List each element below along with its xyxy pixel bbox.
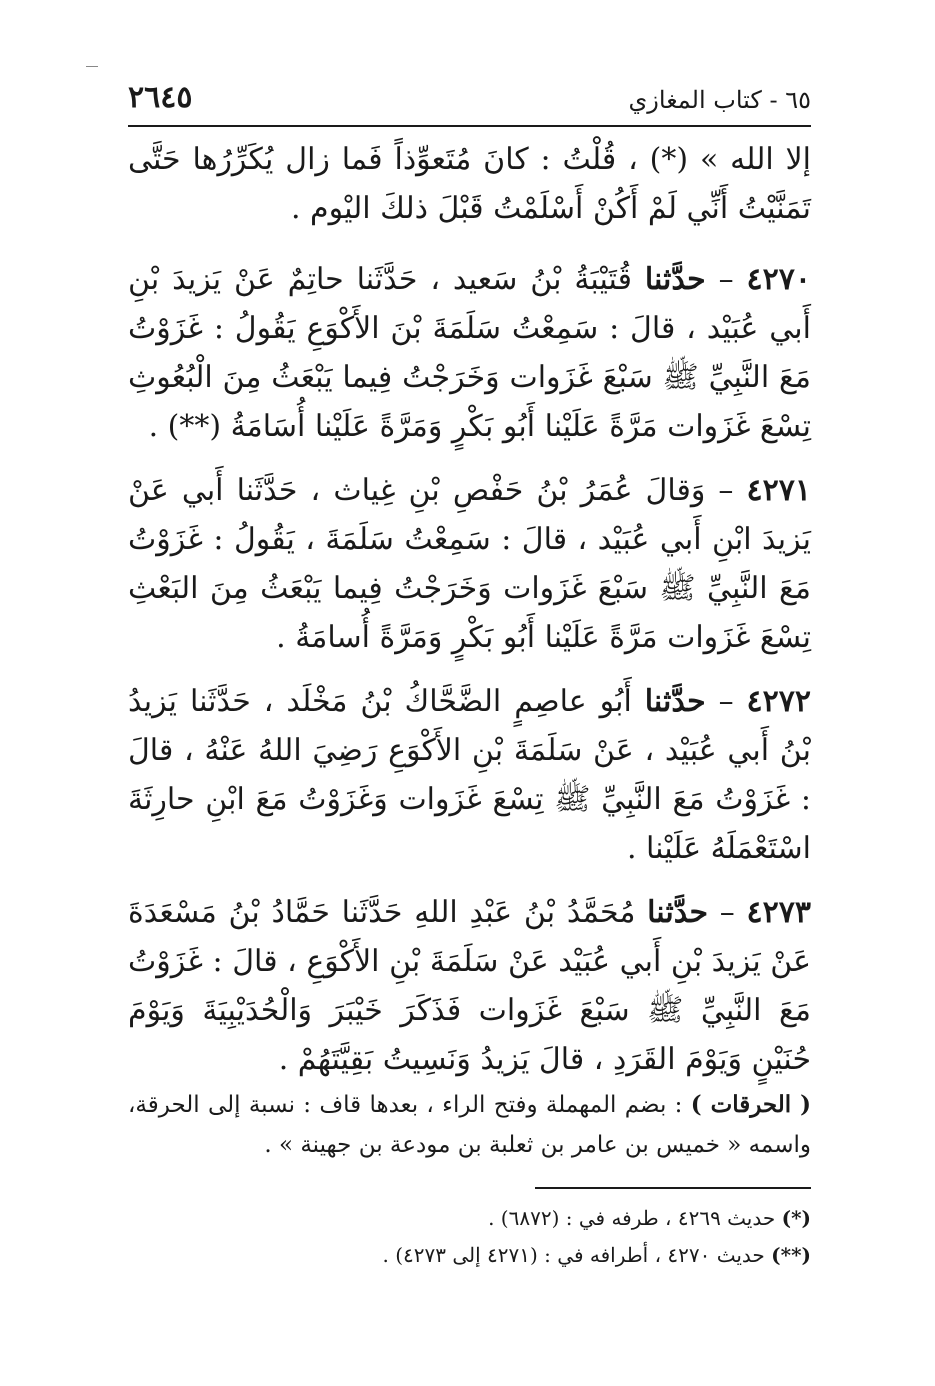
page-header	[128, 80, 811, 120]
note-keyword: ( الحرقات )	[690, 1091, 812, 1118]
hadith-lead: حدَّثنا	[647, 895, 708, 930]
hadith-4273: ٤٢٧٣ – حدَّثنا مُحَمَّدُ بْنُ عَبْدِ اللهِ حَدَّثَنا حَمَّادُ بْنُ مَسْعَدَةَ عَنْ يَزيدَ بْنِ أَبي عُبَيْد عَنْ سَلَمَةَ بْنِ الأَكْوَعِ ، قالَ : غَزَوْتُ مَعَ النَّبِيِّ ﷺ سَبْعَ غَزَوات فَذَكَرَ خَيْبَرَ وَالْحُدَيْبِيَةَ وَيَوْمَ حُنَيْنٍ وَيَوْمَ القَرَدِ ، قالَ يَزيدُ وَنَسِيتُ بَقِيَّتَهُمْ .	[128, 895, 811, 1077]
page-number: ٢٦٤٥	[128, 80, 193, 115]
header-rule	[128, 125, 811, 127]
hadith-text-body: مُحَمَّدُ بْنُ عَبْدِ اللهِ حَدَّثَنا حَمَّادُ بْنُ مَسْعَدَةَ عَنْ يَزيدَ بْنِ أَبي عُبَيْد عَنْ سَلَمَةَ بْنِ الأَكْوَعِ ، قالَ : غَزَوْتُ مَعَ النَّبِيِّ ﷺ سَبْعَ غَزَوات فَذَكَرَ خَيْبَرَ وَالْحُدَيْبِيَةَ وَيَوْمَ حُنَيْنٍ وَيَوْمَ القَرَدِ ، قالَ يَزيدُ وَنَسِيتُ بَقِيَّتَهُمْ .	[128, 895, 811, 1077]
footnote-mark: (*)	[781, 1206, 811, 1230]
footnote-text: حديث ٤٢٦٩ ، طرفه في : (٦٨٧٢) .	[488, 1206, 776, 1230]
hadith-4271: ٤٢٧١ – وَقالَ عُمَرُ بْنُ حَفْصِ بْنِ غِياث ، حَدَّثَنا أَبي عَنْ يَزيدَ ابْنِ أَبي عُبَيْد ، قالَ : سَمِعْتُ سَلَمَةَ ، يَقُولُ : غَزَوْتُ مَعَ النَّبِيِّ ﷺ سَبْعَ غَزَوات وَخَرَجْتُ فِيما يَبْعَثُ مِنَ البَعْثِ تِسْعَ غَزَوات مَرَّةً عَلَيْنا أَبُو بَكْرٍ وَمَرَّةً أُسامَةُ .	[128, 473, 811, 655]
footnote-rule	[535, 1187, 811, 1189]
note-text: : بضم المهملة وفتح الراء ، بعدها قاف : نسبة إلى الحرقة، واسمه « خميس بن عامر بن ثعلبة بن مودعة بن جهينة » .	[128, 1092, 811, 1158]
hadith-text-body: إلا الله » (*) ، قُلْتُ : كانَ مُتَعوِّذاً فَما زال يُكَرِّرُها حَتَّى تَمَنَّيْتُ أَنِّي لَمْ أَكُنْ أَسْلَمْتُ قَبْلَ ذلكَ اليْوم .	[128, 142, 811, 226]
footnote	[128, 1200, 811, 1237]
scan-mark	[86, 66, 98, 67]
explanatory-note	[128, 1085, 811, 1165]
hadith-number: ٤٢٧١	[746, 473, 811, 508]
hadith-4270: ٤٢٧٠ – حدَّثنا قُتَيْبَةُ بْنُ سَعيد ، حَدَّثَنا حاتِمٌ عَنْ يَزيدَ بْنِ أَبي عُبَيْد ، قالَ : سَمِعْتُ سَلَمَةَ بْنَ الأَكْوَعِ يَقُولُ : غَزَوْتُ مَعَ النَّبِيِّ ﷺ سَبْعَ غَزَوات وَخَرَجْتُ فِيما يَبْعَثُ مِنَ الْبُعُوثِ تِسْعَ غَزَوات مَرَّةً عَلَيْنا أَبُو بَكْرٍ وَمَرَّةً عَلَيْنا أُسَامَةُ (**) .	[128, 262, 811, 444]
hadith-4272: ٤٢٧٢ – حدَّثنا أَبُو عاصِمٍ الضَّحَّاكُ بْنُ مَخْلَد ، حَدَّثَنا يَزيدُ بْنُ أَبي عُبَيْد ، عَنْ سَلَمَةَ بْنِ الأَكْوَعِ رَضِيَ اللهُ عَنْهُ ، قالَ : غَزَوْتُ مَعَ النَّبِيِّ ﷺ تِسْعَ غَزَوات وَغَزَوْتُ مَعَ ابْنِ حارِثَةَ اسْتَعْمَلَهُ عَلَيْنا .	[128, 684, 811, 866]
hadith-text-body: قُتَيْبَةُ بْنُ سَعيد ، حَدَّثَنا حاتِمٌ عَنْ يَزيدَ بْنِ أَبي عُبَيْد ، قالَ : سَمِعْتُ سَلَمَةَ بْنَ الأَكْوَعِ يَقُولُ : غَزَوْتُ مَعَ النَّبِيِّ ﷺ سَبْعَ غَزَوات وَخَرَجْتُ فِيما يَبْعَثُ مِنَ الْبُعُوثِ تِسْعَ غَزَوات مَرَّةً عَلَيْنا أَبُو بَكْرٍ وَمَرَّةً عَلَيْنا أُسَامَةُ (**) .	[128, 262, 811, 444]
hadith-text-body: أَبُو عاصِمٍ الضَّحَّاكُ بْنُ مَخْلَد ، حَدَّثَنا يَزيدُ بْنُ أَبي عُبَيْد ، عَنْ سَلَمَةَ بْنِ الأَكْوَعِ رَضِيَ اللهُ عَنْهُ ، قالَ : غَزَوْتُ مَعَ النَّبِيِّ ﷺ تِسْعَ غَزَوات وَغَزَوْتُ مَعَ ابْنِ حارِثَةَ اسْتَعْمَلَهُ عَلَيْنا .	[128, 684, 811, 866]
footnote-text: حديث ٤٢٧٠ ، أطرافه في : (٤٢٧١ إلى ٤٢٧٣) .	[382, 1243, 765, 1267]
hadith-text-body: وَقالَ عُمَرُ بْنُ حَفْصِ بْنِ غِياث ، حَدَّثَنا أَبي عَنْ يَزيدَ ابْنِ أَبي عُبَيْد ، قالَ : سَمِعْتُ سَلَمَةَ ، يَقُولُ : غَزَوْتُ مَعَ النَّبِيِّ ﷺ سَبْعَ غَزَوات وَخَرَجْتُ فِيما يَبْعَثُ مِنَ البَعْثِ تِسْعَ غَزَوات مَرَّةً عَلَيْنا أَبُو بَكْرٍ وَمَرَّةً أُسامَةُ .	[128, 473, 811, 655]
hadith-lead: حدَّثنا	[644, 684, 706, 719]
hadith-number: ٤٢٧٢	[746, 684, 811, 719]
footnotes	[128, 1200, 811, 1274]
hadith-lead: حدَّثنا	[644, 262, 706, 297]
footnote	[128, 1237, 811, 1274]
footnote-mark: (**)	[771, 1243, 811, 1267]
hadith-number: ٤٢٧٣	[746, 895, 811, 930]
hadith-continuation	[128, 135, 811, 233]
running-title: ٦٥ - كتاب المغازي	[628, 86, 811, 114]
hadith-text	[128, 135, 811, 1099]
hadith-number: ٤٢٧٠	[746, 262, 811, 297]
